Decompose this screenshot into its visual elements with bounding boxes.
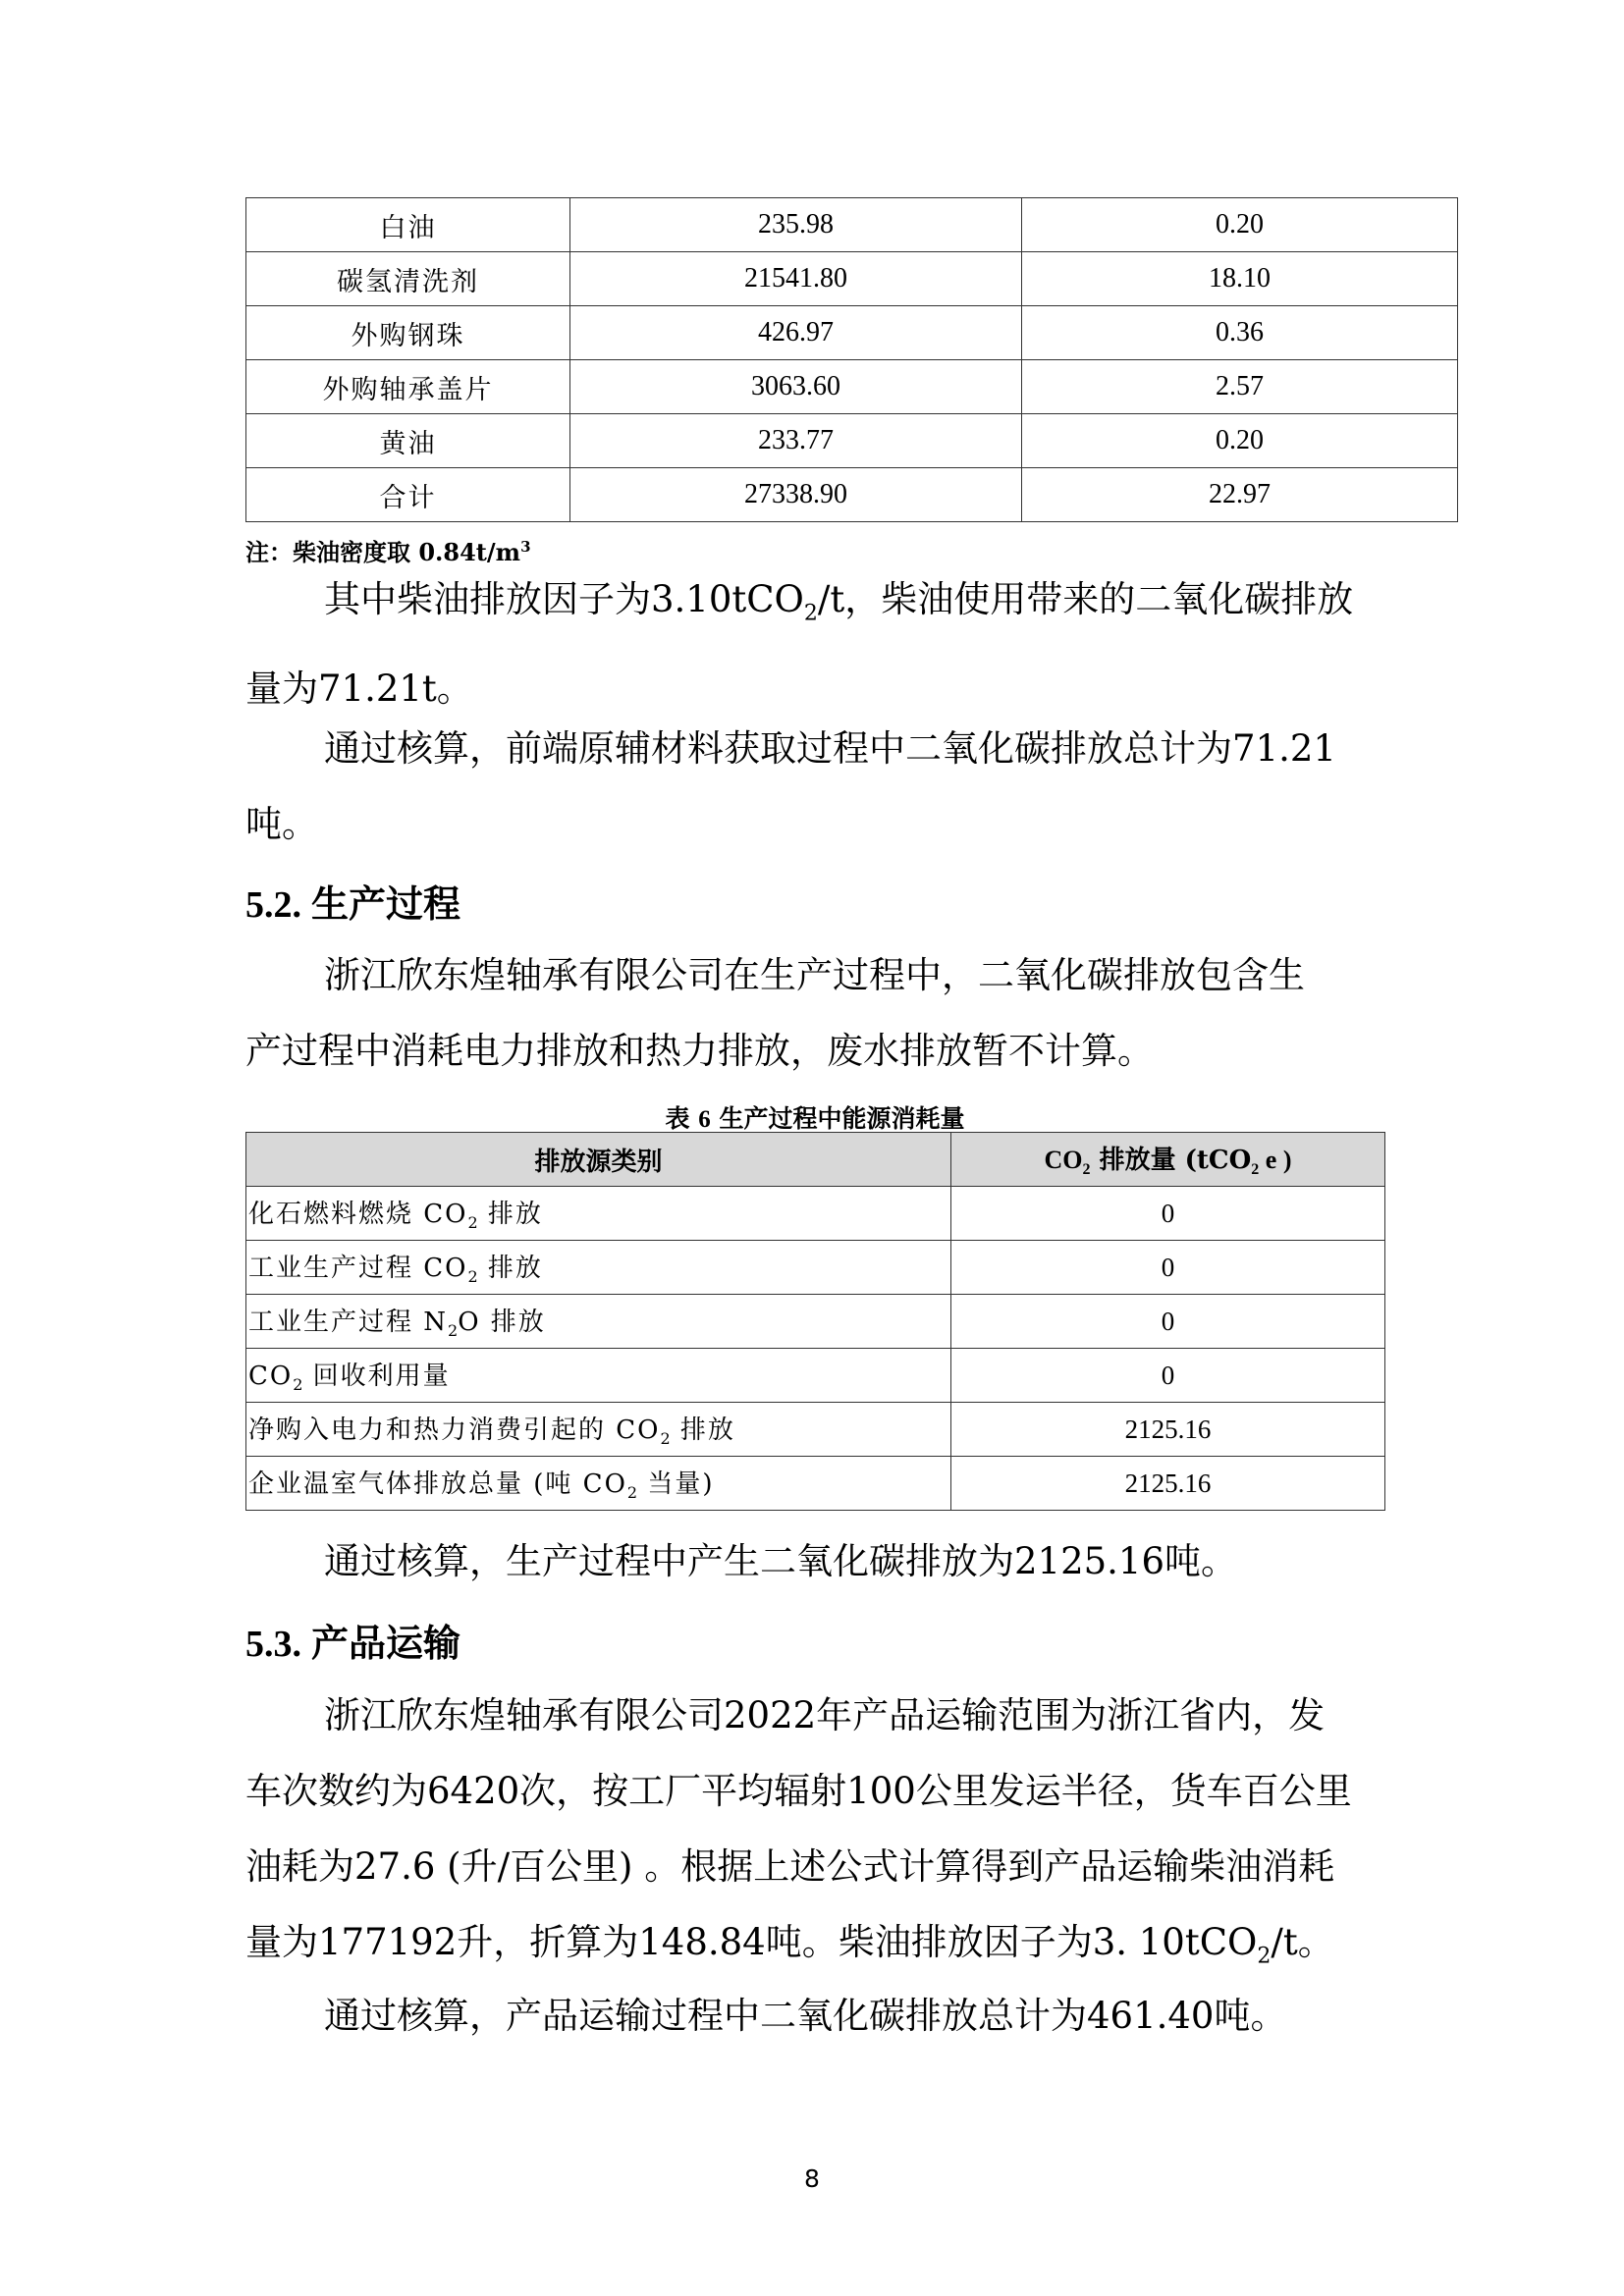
material-emission: 0.36 (1022, 306, 1458, 360)
material-amount: 426.97 (570, 306, 1022, 360)
table-row (246, 414, 1458, 468)
column-header-source: 排放源类别 (246, 1133, 951, 1187)
table-row (246, 306, 1458, 360)
section-title: 生产过程 (311, 881, 461, 926)
material-emission: 18.10 (1022, 252, 1458, 306)
emission-value: 2125.16 (951, 1457, 1385, 1511)
text-line: 车次数约为6420次，按工厂平均辐射100公里发运半径，货车百公里 (245, 1770, 1352, 1812)
table-row (246, 1187, 1385, 1241)
text-line: 量为71.21t。 (245, 667, 473, 711)
text-line: 吨。 (245, 803, 318, 845)
material-amount: 21541.80 (570, 252, 1022, 306)
table-row (246, 1241, 1385, 1295)
section-heading-5-2 (245, 874, 460, 928)
table-caption: 表 6 生产过程中能源消耗量 (665, 1104, 965, 1133)
text-line: 浙江欣东煌轴承有限公司在生产过程中，二氧化碳排放包含生 (324, 954, 1305, 996)
emission-value: 2125.16 (951, 1403, 1385, 1457)
paragraph-production-total (245, 1523, 1384, 1599)
material-name: 碳氢清洗剂 (246, 252, 570, 306)
paragraph-production (245, 937, 1384, 1089)
section-heading-5-3 (245, 1613, 460, 1667)
text-line: 油耗为27.6 (升/百公里) 。根据上述公式计算得到产品运输柴油消耗 (245, 1845, 1335, 1888)
page-number: 8 (804, 2164, 820, 2193)
table-row (246, 1295, 1385, 1349)
paragraph-transport-total (245, 1978, 1384, 2054)
note-text: 注：柴油密度取 0.84t/m (245, 538, 521, 566)
emission-value: 0 (951, 1349, 1385, 1403)
material-emission: 0.20 (1022, 198, 1458, 252)
emission-value: 0 (951, 1187, 1385, 1241)
material-name: 白油 (246, 198, 570, 252)
material-amount: 233.77 (570, 414, 1022, 468)
text-line: 产过程中消耗电力排放和热力排放，废水排放暂不计算。 (245, 1030, 1154, 1072)
material-amount: 3063.60 (570, 360, 1022, 414)
note-superscript: 3 (520, 538, 531, 556)
paragraph-diesel-factor (245, 561, 1384, 726)
paragraph-materials-total (245, 711, 1384, 862)
material-emission: 2.57 (1022, 360, 1458, 414)
source-label: $CO_2$ 回收利用量 (246, 1349, 951, 1403)
paragraph-transport (245, 1678, 1384, 1994)
column-header-emission: $CO_2$ 排放量 (tCO$_2$ e ) (951, 1133, 1385, 1187)
emission-value: 0 (951, 1295, 1385, 1349)
total-amount: 27338.90 (570, 468, 1022, 522)
material-name: 外购钢珠 (246, 306, 570, 360)
text-line: 通过核算，前端原辅材料获取过程中二氧化碳排放总计为71.21 (324, 727, 1336, 770)
table-row (246, 360, 1458, 414)
source-label: 工业生产过程 $N_2O$ 排放 (246, 1295, 951, 1349)
table-row-total (246, 1457, 1385, 1511)
section-title: 产品运输 (311, 1621, 461, 1665)
source-label: 企业温室气体排放总量 (吨 $CO_2$ 当量) (246, 1457, 951, 1511)
total-label: 合计 (246, 468, 570, 522)
source-label: 净购入电力和热力消费引起的 $CO_2$ 排放 (246, 1403, 951, 1457)
production-emission-table (245, 1132, 1385, 1511)
material-amount: 235.98 (570, 198, 1022, 252)
section-number: 5.2. (245, 884, 301, 926)
materials-table (245, 197, 1458, 522)
table-row (246, 252, 1458, 306)
emission-value: 0 (951, 1241, 1385, 1295)
total-emission: 22.97 (1022, 468, 1458, 522)
table-row (246, 1349, 1385, 1403)
source-label: 化石燃料燃烧 $CO_2$ 排放 (246, 1187, 951, 1241)
text-line: 通过核算，生产过程中产生二氧化碳排放为2125.16吨。 (324, 1540, 1238, 1582)
table-row (246, 198, 1458, 252)
text-line: 量为177192升，折算为148.84吨。柴油排放因子为3. 10tCO$_2$/t。 (245, 1921, 1334, 1969)
table-header-row (246, 1133, 1385, 1187)
material-emission: 0.20 (1022, 414, 1458, 468)
text-line: 通过核算，产品运输过程中二氧化碳排放总计为461.40吨。 (324, 1995, 1287, 2037)
table-row-total (246, 468, 1458, 522)
text-line: 浙江欣东煌轴承有限公司2022年产品运输范围为浙江省内，发 (324, 1694, 1326, 1736)
section-number: 5.3. (245, 1624, 301, 1665)
material-name: 黄油 (246, 414, 570, 468)
material-name: 外购轴承盖片 (246, 360, 570, 414)
table-row (246, 1403, 1385, 1457)
source-label: 工业生产过程 $CO_2$ 排放 (246, 1241, 951, 1295)
text-line: 其中柴油排放因子为3.10tCO$_2$/t，柴油使用带来的二氧化碳排放 (324, 578, 1354, 626)
